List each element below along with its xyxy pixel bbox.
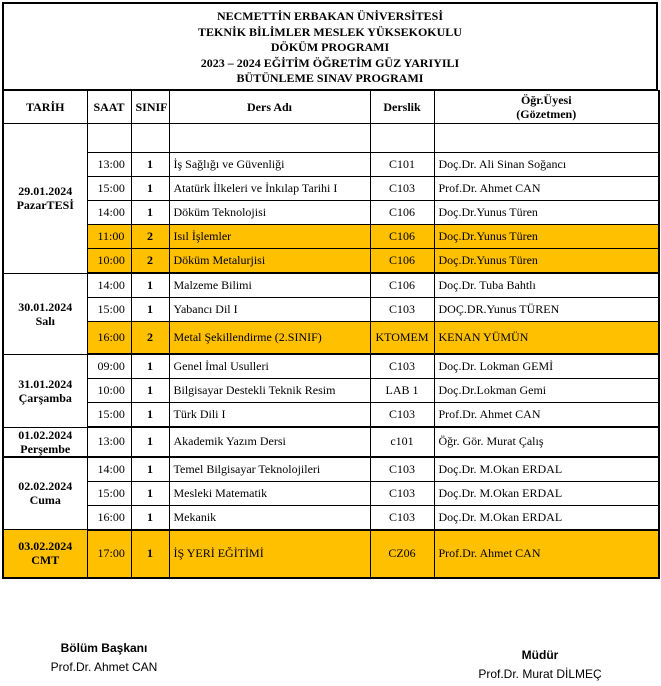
classroom-cell: C103 (370, 403, 434, 428)
instructor-cell: Doç.Dr. M.Okan ERDAL (434, 457, 659, 482)
table-header-row (3, 91, 659, 124)
table-row (3, 201, 659, 225)
classroom-cell: KTOMEM (370, 322, 434, 355)
col-header-ogretim-uyesi (434, 91, 659, 124)
instructor-cell: Prof.Dr. Ahmet CAN (434, 177, 659, 201)
date-cell (3, 427, 87, 457)
classroom-cell: C103 (370, 354, 434, 379)
classroom-cell: C106 (370, 201, 434, 225)
day-name: CMT (31, 553, 60, 568)
time-cell: 15:00 (87, 177, 131, 201)
time-cell: 09:00 (87, 354, 131, 379)
class-cell: 1 (131, 153, 169, 177)
signature-department-head (34, 641, 174, 674)
time-cell: 13:00 (87, 153, 131, 177)
day-name: Perşembe (20, 441, 71, 456)
table-row (3, 249, 659, 274)
classroom-cell: C103 (370, 505, 434, 530)
course-name-cell: Bilgisayar Destekli Teknik Resim (169, 379, 370, 403)
date-value: 31.01.2024 (18, 376, 73, 391)
signature-left-title: Bölüm Başkanı (60, 641, 148, 655)
class-cell: 1 (131, 177, 169, 201)
empty-cell (370, 124, 434, 153)
class-cell: 2 (131, 249, 169, 274)
date-cell (3, 530, 87, 578)
classroom-cell: CZ06 (370, 530, 434, 578)
course-name-cell: Döküm Teknolojisi (169, 201, 370, 225)
course-name-cell: Malzeme Bilimi (169, 273, 370, 298)
date-cell (3, 354, 87, 427)
instructor-cell: Doç.Dr. Lokman GEMİ (434, 354, 659, 379)
instructor-cell: Doç.Dr.Lokman Gemi (434, 379, 659, 403)
table-row (3, 457, 659, 482)
signature-director (460, 648, 620, 681)
table-row (3, 273, 659, 298)
table-row (3, 505, 659, 530)
course-name-cell: Akademik Yazım Dersi (169, 427, 370, 457)
time-cell: 10:00 (87, 249, 131, 274)
col-header-sinif: SINIF (131, 91, 169, 124)
instructor-cell: Prof.Dr. Ahmet CAN (434, 530, 659, 578)
instructor-cell: Doç.Dr.Yunus Türen (434, 249, 659, 274)
schedule-table (2, 90, 660, 579)
course-name-cell: Mekanik (169, 505, 370, 530)
day-name: Salı (35, 313, 55, 328)
instructor-cell: Prof.Dr. Ahmet CAN (434, 403, 659, 428)
day-name: Çarşamba (18, 390, 72, 405)
col-header-ders: Ders Adı (169, 91, 370, 124)
col-header-tarih: TARİH (3, 91, 87, 124)
classroom-cell: LAB 1 (370, 379, 434, 403)
date-cell (3, 457, 87, 530)
time-cell: 15:00 (87, 298, 131, 322)
course-name-cell: Yabancı Dil I (169, 298, 370, 322)
table-row (3, 530, 659, 578)
course-name-cell: Atatürk İlkeleri ve İnkılap Tarihi I (169, 177, 370, 201)
signature-right-name: Prof.Dr. Murat DİLMEÇ (478, 667, 602, 681)
class-cell: 1 (131, 457, 169, 482)
spacer-row (3, 124, 659, 153)
classroom-cell: C106 (370, 225, 434, 249)
class-cell: 1 (131, 354, 169, 379)
table-row (3, 403, 659, 428)
course-name-cell: Genel İmal Usulleri (169, 354, 370, 379)
class-cell: 1 (131, 481, 169, 505)
day-name: PazarTESİ (16, 198, 74, 213)
table-row (3, 153, 659, 177)
time-cell: 16:00 (87, 322, 131, 355)
time-cell: 10:00 (87, 379, 131, 403)
empty-cell (87, 124, 131, 153)
class-cell: 1 (131, 505, 169, 530)
table-row (3, 225, 659, 249)
time-cell: 11:00 (87, 225, 131, 249)
course-name-cell: Türk Dili I (169, 403, 370, 428)
time-cell: 15:00 (87, 403, 131, 428)
time-cell: 15:00 (87, 481, 131, 505)
instructor-cell: Doç.Dr. Tuba Bahtlı (434, 273, 659, 298)
classroom-cell: C103 (370, 457, 434, 482)
classroom-cell: C106 (370, 273, 434, 298)
col-header-ogr-line2: (Gözetmen) (516, 107, 577, 121)
col-header-derslik: Derslik (370, 91, 434, 124)
time-cell: 13:00 (87, 427, 131, 457)
class-cell: 1 (131, 530, 169, 578)
course-name-cell: Döküm Metalurjisi (169, 249, 370, 274)
instructor-cell: Doç.Dr. M.Okan ERDAL (434, 505, 659, 530)
instructor-cell: DOÇ.DR.Yunus TÜREN (434, 298, 659, 322)
course-name-cell: Mesleki Matematik (169, 481, 370, 505)
time-cell: 14:00 (87, 273, 131, 298)
empty-cell (131, 124, 169, 153)
table-row (3, 481, 659, 505)
table-row (3, 379, 659, 403)
class-cell: 1 (131, 403, 169, 428)
date-value: 29.01.2024 (18, 184, 73, 199)
course-name-cell: Isıl İşlemler (169, 225, 370, 249)
instructor-cell: Doç.Dr.Yunus Türen (434, 225, 659, 249)
time-cell: 17:00 (87, 530, 131, 578)
classroom-cell: C103 (370, 298, 434, 322)
classroom-cell: C103 (370, 177, 434, 201)
date-value: 01.02.2024 (18, 427, 73, 442)
university-name: NECMETTİN ERBAKAN ÜNİVERSİTESİ (216, 9, 444, 23)
instructor-cell: Doç.Dr. M.Okan ERDAL (434, 481, 659, 505)
course-name-cell: Metal Şekillendirme (2.SINIF) (169, 322, 370, 355)
school-name: TEKNİK BİLİMLER MESLEK YÜKSEKOKULU (198, 24, 462, 39)
empty-cell (434, 124, 659, 153)
time-cell: 14:00 (87, 457, 131, 482)
document-header (2, 2, 658, 91)
instructor-cell: Doç.Dr. Ali Sinan Soğancı (434, 153, 659, 177)
classroom-cell: C106 (370, 249, 434, 274)
instructor-cell: Öğr. Gör. Murat Çalış (434, 427, 659, 457)
program-name: DÖKÜM PROGRAMI (270, 40, 390, 55)
table-row (3, 298, 659, 322)
course-name-cell: İŞ YERİ EĞİTİMİ (169, 530, 370, 578)
empty-cell (169, 124, 370, 153)
course-name-cell: İş Sağlığı ve Güvenliği (169, 153, 370, 177)
table-row (3, 354, 659, 379)
date-cell (3, 273, 87, 354)
class-cell: 1 (131, 379, 169, 403)
signature-left-name: Prof.Dr. Ahmet CAN (50, 660, 158, 674)
col-header-ogr-line1: Öğr.Üyesi (520, 93, 572, 107)
col-header-saat: SAAT (87, 91, 131, 124)
table-row (3, 177, 659, 201)
date-value: 02.02.2024 (18, 479, 73, 494)
time-cell: 14:00 (87, 201, 131, 225)
exam-type-title: BÜTÜNLEME SINAV PROGRAMI (236, 71, 424, 86)
schedule-body (3, 124, 659, 578)
instructor-cell: Doç.Dr.Yunus Türen (434, 201, 659, 225)
class-cell: 1 (131, 427, 169, 457)
signature-right-title: Müdür (521, 648, 559, 662)
date-value: 03.02.2024 (18, 539, 73, 554)
class-cell: 2 (131, 225, 169, 249)
class-cell: 1 (131, 201, 169, 225)
instructor-cell: KENAN YÜMÜN (434, 322, 659, 355)
class-cell: 2 (131, 322, 169, 355)
time-cell: 16:00 (87, 505, 131, 530)
classroom-cell: C103 (370, 481, 434, 505)
class-cell: 1 (131, 273, 169, 298)
class-cell: 1 (131, 298, 169, 322)
date-cell (3, 124, 87, 274)
classroom-cell: C101 (370, 153, 434, 177)
course-name-cell: Temel Bilgisayar Teknolojileri (169, 457, 370, 482)
table-row (3, 427, 659, 457)
semester-title: 2023 – 2024 EĞİTİM ÖĞRETİM GÜZ YARIYILI (200, 55, 460, 70)
date-value: 30.01.2024 (18, 299, 73, 314)
exam-schedule-sheet (2, 2, 658, 579)
day-name: Cuma (29, 493, 61, 508)
classroom-cell: c101 (370, 427, 434, 457)
table-row (3, 322, 659, 355)
